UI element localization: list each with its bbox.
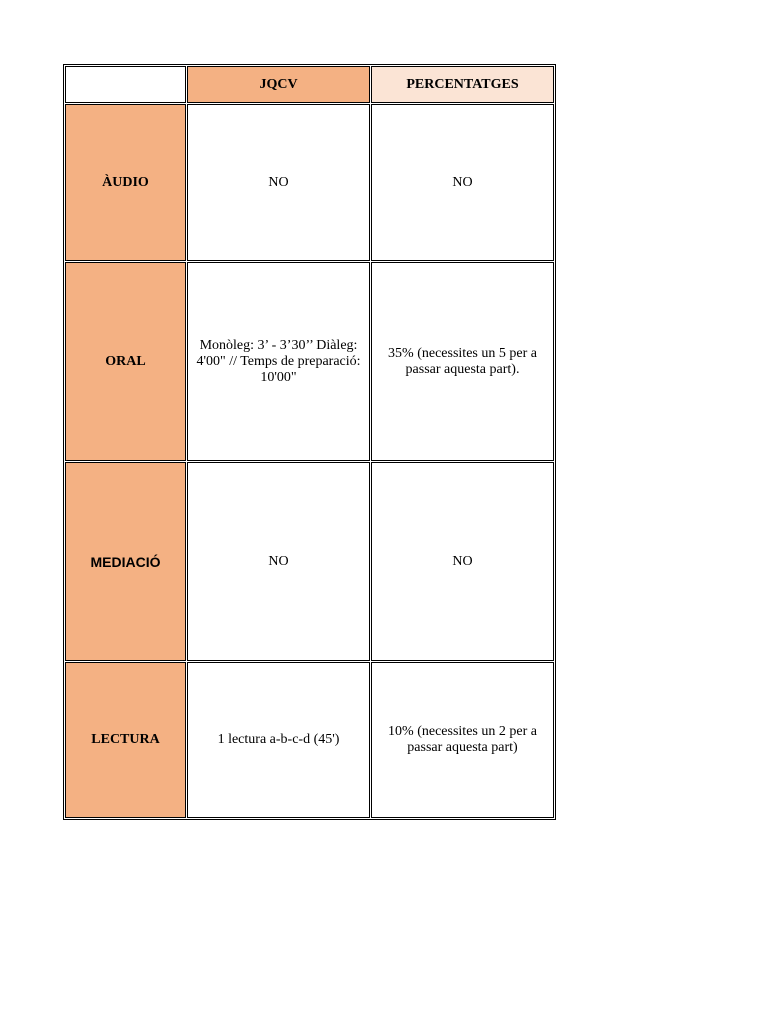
column-header-percentatges: PERCENTATGES xyxy=(371,66,554,103)
cell-mediacio-percentatges: NO xyxy=(371,462,554,661)
cell-oral-percentatges: 35% (necessites un 5 per a passar aquesta part). xyxy=(371,262,554,461)
table-corner-cell xyxy=(65,66,186,103)
cell-lectura-percentatges: 10% (necessites un 2 per a passar aquesta part) xyxy=(371,662,554,818)
cell-oral-jqcv: Monòleg: 3’ - 3’30’’ Diàleg: 4'00" // Temps de preparació: 10'00" xyxy=(187,262,370,461)
row-label-mediacio: MEDIACIÓ xyxy=(65,462,186,661)
cell-mediacio-jqcv: NO xyxy=(187,462,370,661)
row-label-oral: ORAL xyxy=(65,262,186,461)
row-label-audio: ÀUDIO xyxy=(65,104,186,261)
cell-audio-percentatges: NO xyxy=(371,104,554,261)
exam-table xyxy=(63,64,556,820)
row-label-lectura: LECTURA xyxy=(65,662,186,818)
cell-lectura-jqcv: 1 lectura a-b-c-d (45') xyxy=(187,662,370,818)
column-header-jqcv: JQCV xyxy=(187,66,370,103)
cell-audio-jqcv: NO xyxy=(187,104,370,261)
